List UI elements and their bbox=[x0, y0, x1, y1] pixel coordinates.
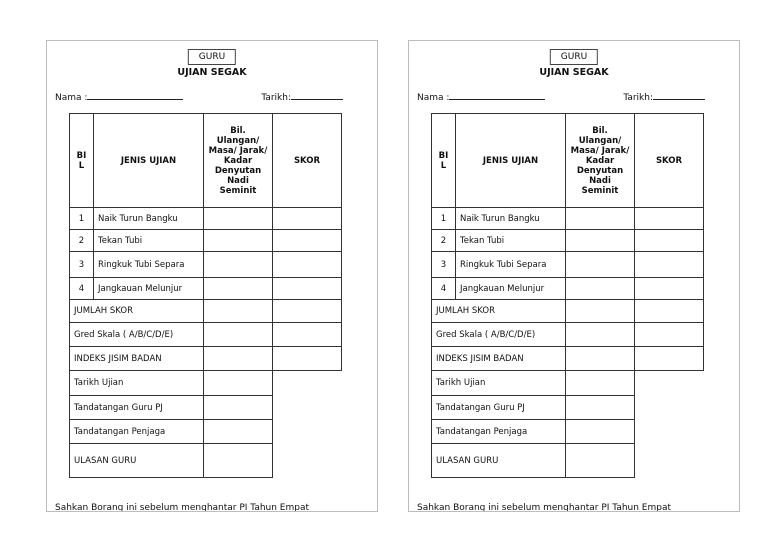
nama-field bbox=[55, 91, 183, 103]
skor-cell[interactable] bbox=[273, 208, 342, 230]
gred-skala-cell[interactable] bbox=[566, 323, 635, 347]
tarikh-ujian-row bbox=[432, 371, 704, 396]
test-number: 4 bbox=[432, 278, 456, 300]
ulasan-row bbox=[432, 444, 704, 478]
measure-cell[interactable] bbox=[204, 230, 273, 252]
gred-skala-label: Gred Skala ( A/B/C/D/E) bbox=[432, 323, 566, 347]
tarikh-line[interactable] bbox=[291, 91, 343, 100]
test-number: 1 bbox=[70, 208, 94, 230]
indeks-value[interactable] bbox=[273, 347, 342, 371]
jumlah-skor-cell[interactable] bbox=[204, 300, 273, 323]
tandatangan-guru-cell[interactable] bbox=[204, 396, 273, 420]
header-skor: SKOR bbox=[273, 114, 342, 208]
gred-skala-value[interactable] bbox=[273, 323, 342, 347]
table-row bbox=[432, 208, 704, 230]
tarikh-field bbox=[261, 91, 343, 103]
nama-line[interactable] bbox=[87, 91, 183, 100]
nama-line[interactable] bbox=[449, 91, 545, 100]
tandatangan-penjaga-cell[interactable] bbox=[566, 420, 635, 444]
skor-cell[interactable] bbox=[635, 252, 704, 278]
test-number: 2 bbox=[432, 230, 456, 252]
indeks-cell[interactable] bbox=[204, 347, 273, 371]
test-name: Tekan Tubi bbox=[456, 230, 566, 252]
tarikh-field bbox=[623, 91, 705, 103]
measure-cell[interactable] bbox=[204, 208, 273, 230]
tandatangan-guru-row bbox=[432, 396, 704, 420]
ulasan-cell[interactable] bbox=[204, 444, 273, 478]
ulasan-label: ULASAN GURU bbox=[70, 444, 204, 478]
tandatangan-penjaga-row bbox=[70, 420, 342, 444]
jumlah-skor-row bbox=[432, 300, 704, 323]
measure-cell[interactable] bbox=[566, 208, 635, 230]
test-name: Jangkauan Melunjur bbox=[456, 278, 566, 300]
gred-skala-value[interactable] bbox=[635, 323, 704, 347]
jumlah-skor-label: JUMLAH SKOR bbox=[432, 300, 566, 323]
gred-skala-label: Gred Skala ( A/B/C/D/E) bbox=[70, 323, 204, 347]
indeks-cell[interactable] bbox=[566, 347, 635, 371]
form-sheet-right bbox=[408, 40, 740, 512]
test-name: Tekan Tubi bbox=[94, 230, 204, 252]
tandatangan-penjaga-cell[interactable] bbox=[204, 420, 273, 444]
tandatangan-guru-cell[interactable] bbox=[566, 396, 635, 420]
jumlah-skor-cell[interactable] bbox=[566, 300, 635, 323]
measure-cell[interactable] bbox=[566, 252, 635, 278]
header-skor: SKOR bbox=[635, 114, 704, 208]
table-row bbox=[432, 278, 704, 300]
measure-cell[interactable] bbox=[566, 278, 635, 300]
header-measure: Bil. Ulangan/ Masa/ Jarak/ Kadar Denyutan Nadi Seminit bbox=[204, 114, 273, 208]
indeks-label: INDEKS JISIM BADAN bbox=[70, 347, 204, 371]
test-name: Ringkuk Tubi Separa bbox=[456, 252, 566, 278]
header-row bbox=[432, 114, 704, 208]
gred-skala-cell[interactable] bbox=[204, 323, 273, 347]
tandatangan-guru-label: Tandatangan Guru PJ bbox=[432, 396, 566, 420]
skor-cell[interactable] bbox=[635, 208, 704, 230]
indeks-row bbox=[432, 347, 704, 371]
tarikh-ujian-cell[interactable] bbox=[204, 371, 273, 396]
jumlah-skor-row bbox=[70, 300, 342, 323]
header-jenis-ujian: JENIS UJIAN bbox=[456, 114, 566, 208]
tarikh-ujian-label: Tarikh Ujian bbox=[432, 371, 566, 396]
tarikh-ujian-cell[interactable] bbox=[566, 371, 635, 396]
tarikh-ujian-row bbox=[70, 371, 342, 396]
tarikh-label: Tarikh: bbox=[261, 93, 291, 103]
test-number: 3 bbox=[70, 252, 94, 278]
test-name: Naik Turun Bangku bbox=[94, 208, 204, 230]
indeks-row bbox=[70, 347, 342, 371]
tarikh-label: Tarikh: bbox=[623, 93, 653, 103]
test-number: 4 bbox=[70, 278, 94, 300]
table-row bbox=[70, 278, 342, 300]
gred-skala-row bbox=[432, 323, 704, 347]
header-measure: Bil. Ulangan/ Masa/ Jarak/ Kadar Denyutan Nadi Seminit bbox=[566, 114, 635, 208]
header-row bbox=[70, 114, 342, 208]
form-title: UJIAN SEGAK bbox=[539, 67, 609, 78]
nama-label: Nama : bbox=[417, 93, 450, 103]
ulasan-cell[interactable] bbox=[566, 444, 635, 478]
skor-cell[interactable] bbox=[635, 278, 704, 300]
table-row bbox=[70, 230, 342, 252]
measure-cell[interactable] bbox=[204, 278, 273, 300]
skor-cell[interactable] bbox=[273, 278, 342, 300]
jumlah-skor-value[interactable] bbox=[635, 300, 704, 323]
header-jenis-ujian: JENIS UJIAN bbox=[94, 114, 204, 208]
nama-field bbox=[417, 91, 545, 103]
tandatangan-guru-label: Tandatangan Guru PJ bbox=[70, 396, 204, 420]
table-row bbox=[70, 252, 342, 278]
ujian-table bbox=[431, 113, 704, 478]
test-number: 2 bbox=[70, 230, 94, 252]
ujian-table bbox=[69, 113, 342, 478]
test-name: Jangkauan Melunjur bbox=[94, 278, 204, 300]
test-number: 3 bbox=[432, 252, 456, 278]
guru-box: GURU bbox=[188, 49, 236, 65]
table-row bbox=[432, 252, 704, 278]
nama-label: Nama : bbox=[55, 93, 88, 103]
form-title: UJIAN SEGAK bbox=[177, 67, 247, 78]
tarikh-line[interactable] bbox=[653, 91, 705, 100]
footer-note: Sahkan Borang ini sebelum menghantar PI Tahun Empat bbox=[417, 503, 672, 512]
gred-skala-row bbox=[70, 323, 342, 347]
jumlah-skor-label: JUMLAH SKOR bbox=[70, 300, 204, 323]
indeks-value[interactable] bbox=[635, 347, 704, 371]
tandatangan-penjaga-label: Tandatangan Penjaga bbox=[70, 420, 204, 444]
test-number: 1 bbox=[432, 208, 456, 230]
skor-cell[interactable] bbox=[273, 252, 342, 278]
header-bil: BI L bbox=[432, 114, 456, 208]
ulasan-label: ULASAN GURU bbox=[432, 444, 566, 478]
measure-cell[interactable] bbox=[204, 252, 273, 278]
skor-cell[interactable] bbox=[635, 230, 704, 252]
table-row bbox=[432, 230, 704, 252]
footer-note: Sahkan Borang ini sebelum menghantar PI Tahun Empat bbox=[55, 503, 310, 512]
test-name: Naik Turun Bangku bbox=[456, 208, 566, 230]
tandatangan-penjaga-row bbox=[432, 420, 704, 444]
tandatangan-penjaga-label: Tandatangan Penjaga bbox=[432, 420, 566, 444]
header-bil: BI L bbox=[70, 114, 94, 208]
test-name: Ringkuk Tubi Separa bbox=[94, 252, 204, 278]
form-sheet-left bbox=[46, 40, 378, 512]
ulasan-row bbox=[70, 444, 342, 478]
skor-cell[interactable] bbox=[273, 230, 342, 252]
guru-box: GURU bbox=[550, 49, 598, 65]
tandatangan-guru-row bbox=[70, 396, 342, 420]
tarikh-ujian-label: Tarikh Ujian bbox=[70, 371, 204, 396]
measure-cell[interactable] bbox=[566, 230, 635, 252]
jumlah-skor-value[interactable] bbox=[273, 300, 342, 323]
indeks-label: INDEKS JISIM BADAN bbox=[432, 347, 566, 371]
table-row bbox=[70, 208, 342, 230]
